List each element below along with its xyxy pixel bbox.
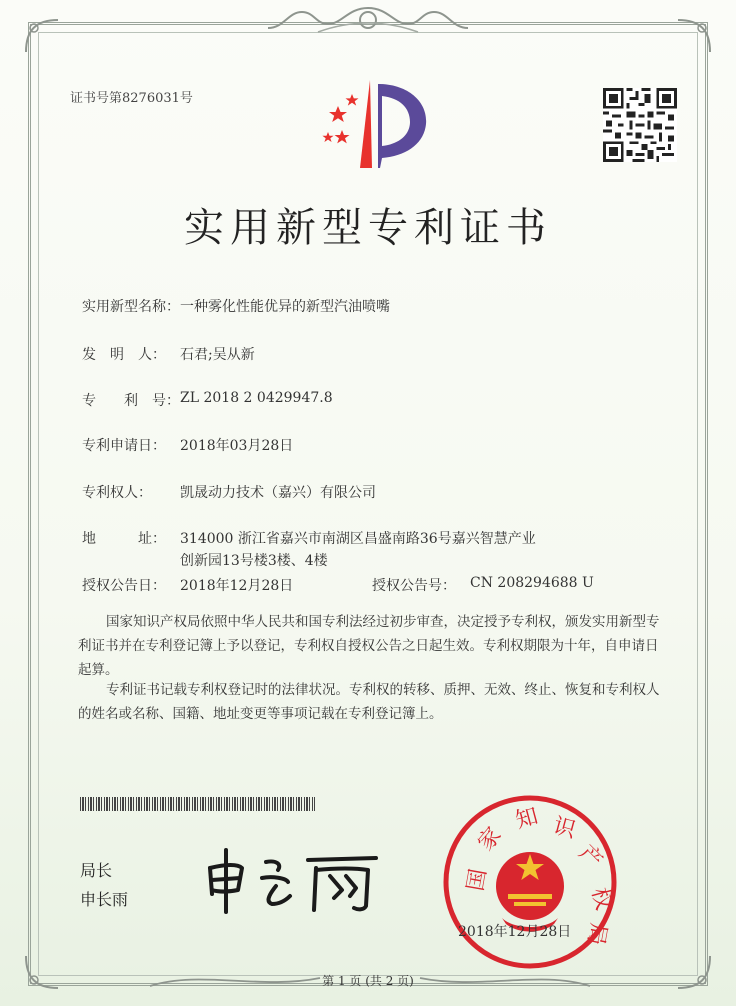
svg-text:识: 识 [550, 813, 579, 844]
seal-date: 2018年12月28日 [458, 924, 572, 940]
official-seal-icon [442, 794, 618, 970]
patent-number: ZL 2018 2 0429947.8 [180, 390, 333, 406]
svg-text:知: 知 [513, 803, 541, 834]
statement-paragraph-1: 国家知识产权局依照中华人民共和国专利法经过初步审查，决定授予专利权，颁发实用新型专利证书并在专利登记簿上予以登记，专利权自授权公告之日起生效。专利权期限为十年，自申请日起算。 [78, 614, 660, 678]
page-footer: 第 1 页 (共 2 页) [322, 974, 414, 988]
svg-text:家: 家 [473, 822, 507, 856]
address-label: 地 址： [82, 531, 166, 547]
top-ornament [258, 4, 478, 40]
page-title: 实用新型专利证书 [184, 205, 552, 251]
svg-text:权: 权 [586, 885, 617, 913]
patentee-label: 专利权人： [82, 485, 152, 501]
barcode [80, 797, 315, 811]
patent-number-label: 专 利 号： [82, 393, 180, 409]
signatory-title: 局长 [80, 861, 113, 880]
signatory-name: 申长雨 [80, 890, 129, 909]
application-date: 2018年03月28日 [180, 438, 294, 454]
address-line-2: 创新园13号楼3楼、4楼 [180, 553, 328, 569]
cnipa-logo-icon [312, 76, 436, 172]
address-line-1: 314000 浙江省嘉兴市南湖区昌盛南路36号嘉兴智慧产业 [180, 531, 536, 547]
svg-text:产: 产 [573, 840, 608, 874]
application-date-label: 专利申请日： [82, 438, 166, 454]
grant-announcement-date: 2018年12月28日 [180, 578, 294, 594]
certificate-number: 证书号第8276031号 [70, 91, 193, 106]
inventor-label: 发 明 人： [82, 347, 166, 363]
corner-ornament-top-right [674, 16, 714, 56]
utility-model-name-label: 实用新型名称： [82, 299, 180, 315]
grant-announcement-number-label: 授权公告号： [372, 578, 456, 594]
qr-code [603, 88, 677, 162]
svg-text:国: 国 [463, 867, 492, 894]
handwritten-signature [196, 838, 386, 918]
grant-announcement-number: CN 208294688 U [470, 575, 594, 591]
corner-ornament-top-left [22, 16, 62, 56]
statement-paragraph-2: 专利证书记载专利权登记时的法律状况。专利权的转移、质押、无效、终止、恢复和专利权人的姓名或名称、国籍、地址变更等事项记载在专利登记簿上。 [78, 682, 660, 722]
grant-announcement-date-label: 授权公告日： [82, 578, 166, 594]
patentee: 凯晟动力技术（嘉兴）有限公司 [180, 485, 376, 501]
inventor: 石君;吴从新 [180, 347, 255, 363]
svg-text:局: 局 [582, 920, 611, 947]
utility-model-name: 一种雾化性能优异的新型汽油喷嘴 [180, 299, 390, 315]
